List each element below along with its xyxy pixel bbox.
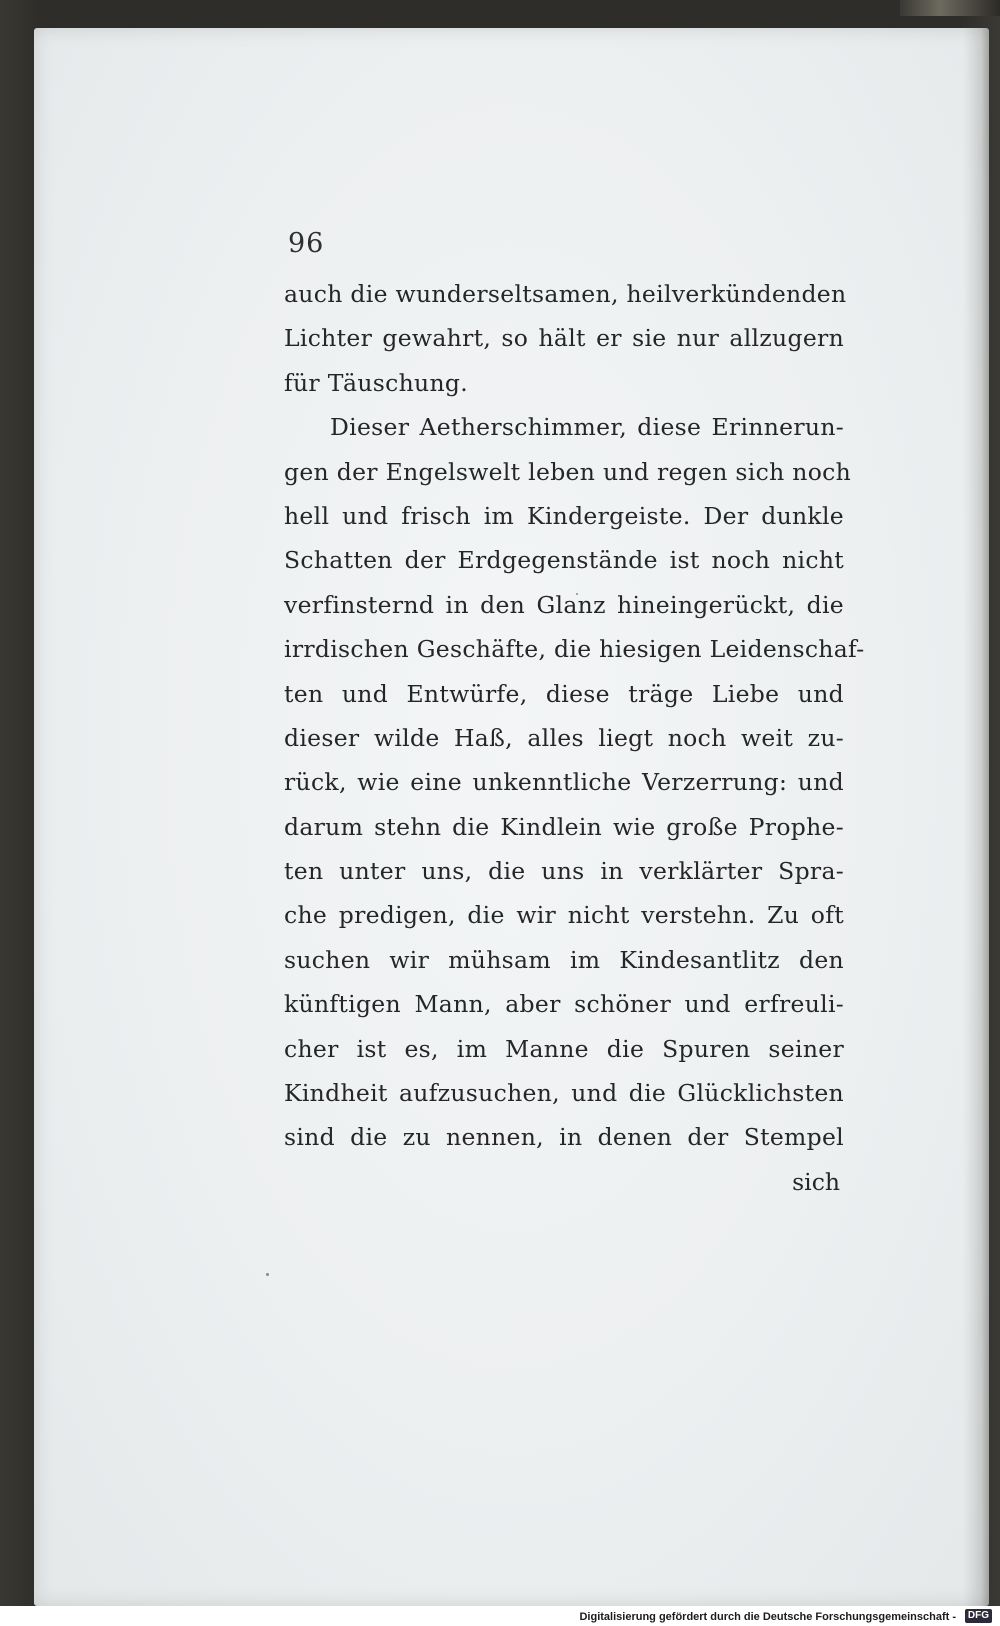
- funding-credit: Digitalisierung gefördert durch die Deutsche Forschungsgemeinschaft -: [579, 1611, 956, 1623]
- text-line: Kindheit aufzusuchen, und die Glücklichsten: [284, 1079, 844, 1108]
- text-line: ten unter uns, die uns in verklärter Spra-: [284, 857, 844, 886]
- text-line: sind die zu nennen, in denen der Stempel: [284, 1123, 844, 1152]
- book-edge: [900, 0, 1000, 16]
- text-line: Dieser Aetherschimmer, diese Erinnerun-: [330, 413, 844, 442]
- text-line: irrdischen Geschäfte, die hiesigen Leidenschaf-: [284, 635, 865, 664]
- text-line: suchen wir mühsam im Kindesantlitz den: [284, 945, 844, 974]
- page-number: 96: [288, 228, 325, 259]
- paper-speck: [266, 1273, 269, 1276]
- text-line: ten und Entwürfe, diese träge Liebe und: [284, 679, 844, 708]
- text-line: rück, wie eine unkenntliche Verzerrung: und: [284, 768, 844, 797]
- text-line: hell und frisch im Kindergeiste. Der dunkle: [284, 501, 844, 530]
- page-gutter-shadow: [963, 28, 989, 1606]
- text-line: für Täuschung.: [284, 368, 469, 397]
- text-line: auch die wunderseltsamen, heilverkündenden: [284, 280, 847, 308]
- text-line: verfinsternd in den Glanz hineingerückt, die: [284, 590, 844, 619]
- text-line: gen der Engelswelt leben und regen sich noch: [284, 457, 852, 486]
- text-line: Lichter gewahrt, so hält er sie nur allzugern: [284, 324, 844, 353]
- text-line: che predigen, die wir nicht verstehn. Zu oft: [284, 901, 844, 930]
- page-text-block: [284, 228, 865, 1204]
- dfg-logo-icon: DFG: [965, 1609, 992, 1623]
- catchword: sich: [792, 1167, 840, 1196]
- text-line: darum stehn die Kindlein wie große Prophe-: [284, 812, 844, 841]
- text-line: Schatten der Erdgegenstände ist noch nicht: [284, 546, 844, 575]
- text-line: dieser wilde Haß, alles liegt noch weit zu-: [284, 723, 844, 752]
- digitization-footer: [0, 1606, 1000, 1626]
- text-line: künftigen Mann, aber schöner und erfreuli-: [284, 990, 844, 1019]
- text-line: cher ist es, im Manne die Spuren seiner: [284, 1034, 844, 1063]
